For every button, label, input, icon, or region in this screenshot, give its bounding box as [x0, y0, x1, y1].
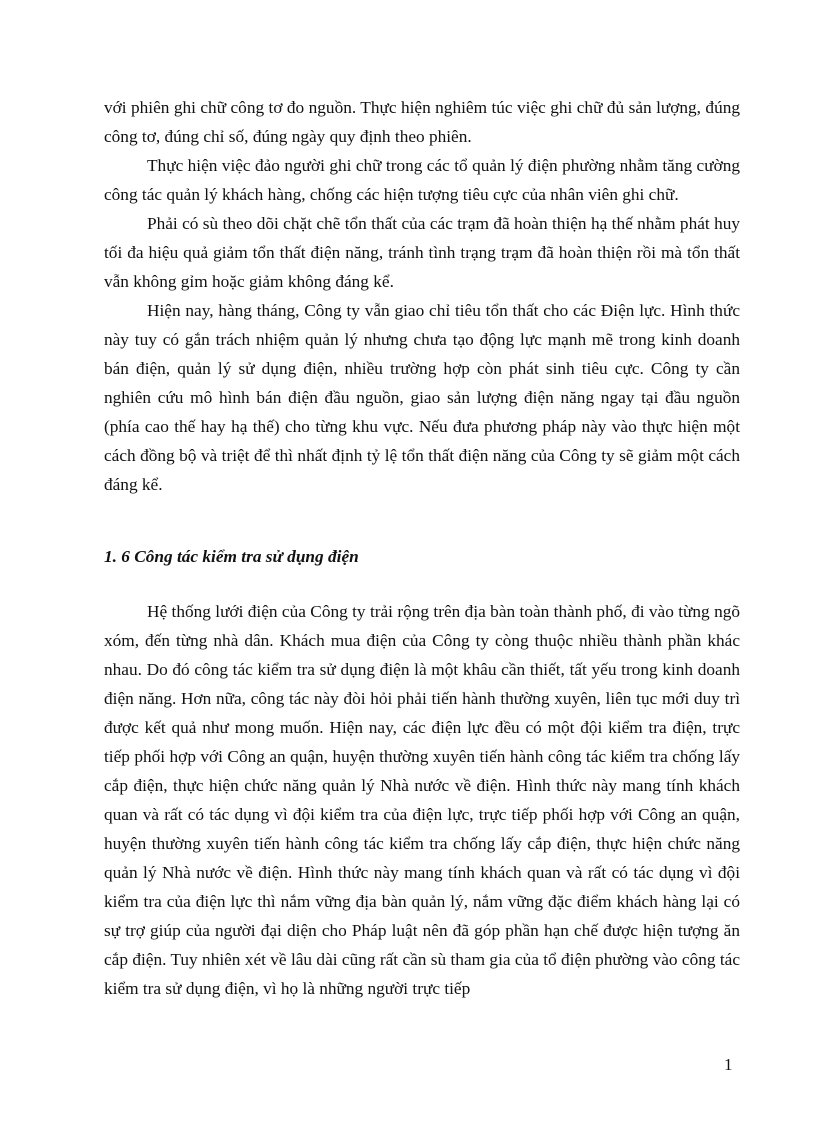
paragraph: Phải có sù theo dõi chặt chẽ tổn thất của các trạm đã hoàn thiện hạ thế nhằm phát huy tối đa hiệu quả giảm tổn thất điện năng, tránh tình trạng trạm đã hoàn thiện rồi mà tổn thất vẫn không gỉm hoặc giảm không đáng kể. [104, 214, 740, 291]
section-heading: 1. 6 Công tác kiểm tra sử dụng điện [104, 547, 359, 566]
paragraph: Thực hiện việc đảo người ghi chữ trong các tổ quản lý điện phường nhằm tăng cường công tác quản lý khách hàng, chống các hiện tượng tiêu cực của nhân viên ghi chữ. [104, 156, 740, 204]
paragraph-continued: với phiên ghi chữ công tơ đo nguồn. Thực hiện nghiêm túc việc ghi chữ đủ sản lượng, đúng công tơ, đúng chỉ số, đúng ngày quy định theo phiên. [104, 98, 740, 146]
page-number: 1 [724, 1055, 733, 1074]
body-text-block-top [104, 93, 740, 499]
paragraph: Hiện nay, hàng tháng, Công ty vẫn giao chỉ tiêu tổn thất cho các Điện lực. Hình thức này tuy có gắn trách nhiệm quản lý nhưng chưa tạo động lực mạnh mẽ trong kinh doanh bán điện, quản lý sử dụng điện, nhiều trường hợp còn phát sinh tiêu cực. Công ty cần nghiên cứu mô hình bán điện đầu nguồn, giao sản lượng điện năng ngay tại đầu nguồn (phía cao thế hay hạ thế) cho từng khu vực. Nếu đưa phương pháp này vào thực hiện một cách đồng bộ và triệt để thì nhất định tỷ lệ tổn thất điện năng của Công ty sẽ giảm một cách đáng kể. [104, 301, 740, 494]
paragraph: Hệ thống lưới điện của Công ty trải rộng trên địa bàn toàn thành phố, đi vào từng ngõ xóm, đến từng nhà dân. Khách mua điện của Công ty còng thuộc nhiều thành phần khác nhau. Do đó công tác kiểm tra sử dụng điện là một khâu cần thiết, tất yếu trong kinh doanh điện năng. Hơn nữa, công tác này đòi hỏi phải tiến hành thường xuyên, liên tục mới duy trì được kết quả như mong muốn. Hiện nay, các điện lực đều có một đội kiểm tra điện, trực tiếp phối hợp với Công an quận, huyện thường xuyên tiến hành công tác kiểm tra chống lấy cắp điện, thực hiện chức năng quản lý Nhà nước về điện. Hình thức này mang tính khách quan và rất có tác dụng vì đội kiểm tra của điện lực, trực tiếp phối hợp với Công an quận, huyện thường xuyên tiến hành công tác kiểm tra chống lấy cắp điện, thực hiện chức năng quản lý Nhà nước về điện. Hình thức này mang tính khách quan và rất có tác dụng vì đội kiểm tra của điện lực thì nắm vững địa bàn quản lý, nắm vững đặc điểm khách hàng lại có sự trợ giúp của người đại diện cho Pháp luật nên đã góp phần hạn chế được hiện tượng ăn cắp điện. Tuy nhiên xét về lâu dài cũng rất cần sù tham gia của tổ điện phường vào công tác kiểm tra sử dụng điện, vì họ là những người trực tiếp [104, 602, 740, 998]
body-text-block-section [104, 597, 740, 1003]
